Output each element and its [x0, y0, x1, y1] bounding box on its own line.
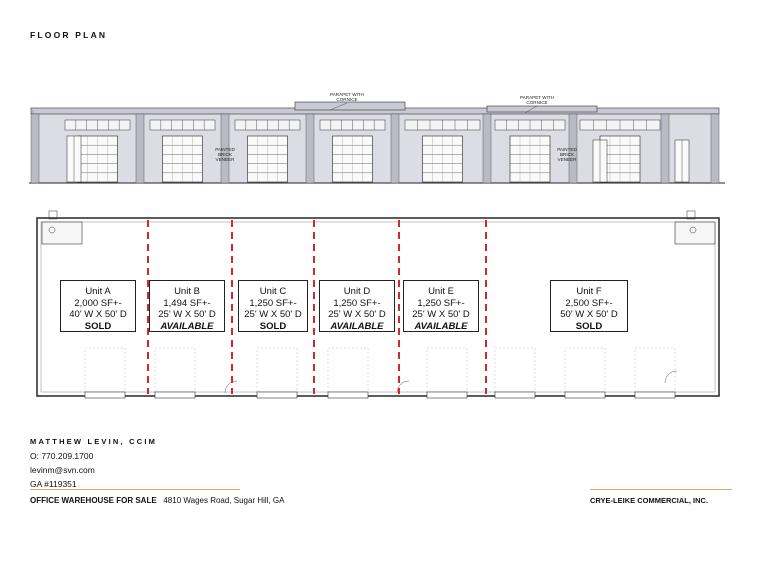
unit-dims: 25' W X 50' D [244, 309, 302, 320]
unit-area: 1,250 SF+- [417, 297, 465, 309]
overhead-door-opening [635, 392, 675, 398]
parapet-callout-1-b: CORNICE [336, 97, 358, 102]
overhead-door-opening [495, 392, 535, 398]
unit-dims: 40' W X 50' D [69, 309, 127, 320]
overhead-door-opening [328, 392, 368, 398]
unit-dims: 25' W X 50' D [158, 309, 216, 320]
unit-status: AVAILABLE [330, 320, 384, 332]
footer-listing [30, 496, 284, 505]
overhead-door-swing [565, 348, 605, 392]
unit-e-label [403, 280, 479, 332]
parapet-callout-2: PARAPET WITH [519, 95, 555, 100]
brick-callout-1-c: VENEER [215, 157, 235, 162]
footer-rule-right [590, 489, 732, 490]
unit-b-label [149, 280, 225, 332]
parapet-callout-1: PARAPET WITH [329, 92, 365, 97]
pier [711, 114, 719, 183]
footer-brokerage: CRYE-LEIKE COMMERCIAL, INC. [590, 496, 709, 505]
page-title: FLOOR PLAN [30, 30, 108, 40]
unit-status: SOLD [259, 320, 287, 332]
footer-address: 4810 Wages Road, Sugar Hill, GA [163, 496, 285, 505]
brick-callout-2: PAINTED [557, 147, 577, 152]
parapet-callout-2-b: CORNICE [526, 100, 548, 105]
pier [306, 114, 314, 183]
building-elevation [25, 88, 730, 198]
overhead-door-swing [427, 348, 467, 392]
brick-callout-1-b: BRICK [217, 152, 233, 157]
pier [483, 114, 491, 183]
footer-rule-left [30, 489, 240, 490]
overhead-door-swing [328, 348, 368, 392]
unit-status: SOLD [575, 320, 603, 332]
unit-name: Unit D [343, 286, 371, 297]
overhead-door-swing [495, 348, 535, 392]
restroom-right [675, 222, 715, 244]
contact-license: GA #119351 [30, 479, 77, 489]
overhead-door-opening [565, 392, 605, 398]
brick-callout-1: PAINTED [215, 147, 235, 152]
contact-block [30, 435, 157, 491]
contact-email[interactable]: levinm@svn.com [30, 465, 95, 475]
unit-area: 2,000 SF+- [74, 297, 122, 309]
pier [136, 114, 144, 183]
unit-name: Unit E [428, 286, 454, 297]
overhead-door-opening [155, 392, 195, 398]
overhead-door-swing [85, 348, 125, 392]
pier [31, 114, 39, 183]
unit-name: Unit B [174, 286, 200, 297]
footer-title: OFFICE WAREHOUSE FOR SALE [30, 496, 157, 505]
unit-status: SOLD [84, 320, 112, 332]
contact-phone[interactable]: O: 770.209.1700 [30, 451, 94, 461]
contact-name: MATTHEW LEVIN, CCIM [30, 437, 158, 446]
pier [661, 114, 669, 183]
unit-area: 1,494 SF+- [163, 297, 211, 309]
unit-status: AVAILABLE [160, 320, 214, 332]
unit-area: 1,250 SF+- [249, 297, 297, 309]
restroom-left [42, 222, 82, 244]
parapet-2 [487, 106, 597, 112]
brick-callout-2-b: BRICK [559, 152, 575, 157]
unit-status: AVAILABLE [414, 320, 468, 332]
unit-dims: 25' W X 50' D [328, 309, 386, 320]
unit-a-label [60, 280, 136, 332]
unit-dims: 25' W X 50' D [412, 309, 470, 320]
overhead-door-swing [635, 348, 675, 392]
brick-callout-2-c: VENEER [557, 157, 577, 162]
parapet-1 [295, 102, 405, 110]
overhead-door-opening [257, 392, 297, 398]
unit-d-label [319, 280, 395, 332]
unit-name: Unit F [576, 286, 602, 297]
unit-dims: 50' W X 50' D [560, 309, 618, 320]
overhead-door-swing [155, 348, 195, 392]
unit-name: Unit A [85, 286, 111, 297]
unit-f-label [550, 280, 628, 332]
pier [391, 114, 399, 183]
unit-c-label [238, 280, 308, 332]
overhead-door-opening [85, 392, 125, 398]
overhead-door-swing [257, 348, 297, 392]
unit-area: 2,500 SF+- [565, 297, 613, 309]
unit-area: 1,250 SF+- [333, 297, 381, 309]
overhead-door-opening [427, 392, 467, 398]
unit-name: Unit C [259, 286, 287, 297]
